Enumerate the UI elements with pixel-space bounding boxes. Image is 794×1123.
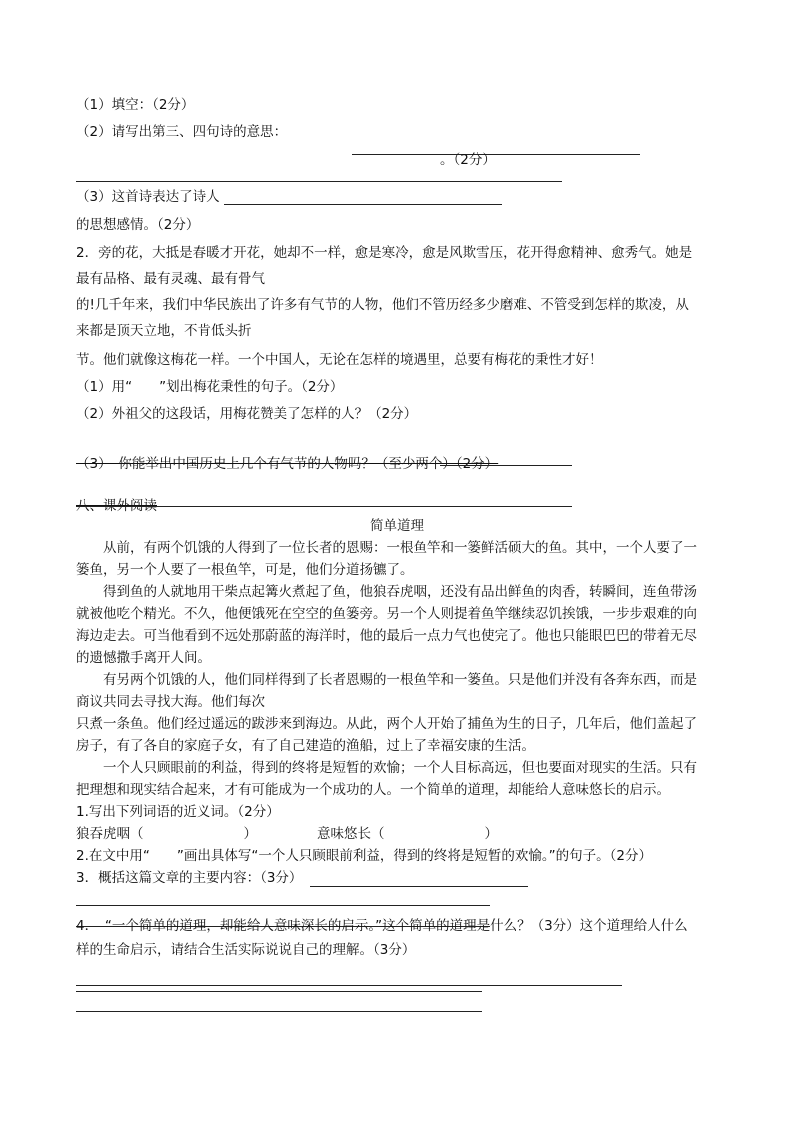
question-8-1: 1.写出下列词语的近义词。（2分） (76, 804, 280, 820)
passage-line: 海边走去。可当他看到不远处那蔚蓝的海洋时，他的最后一点力气也使完了。他也只能眼巴巴的带着无尽 (76, 628, 697, 644)
passage-line: 一个人只顾眼前的利益，得到的终将是短暂的欢愉；一个人目标高远，但也要面对现实的生活。只有 (76, 760, 697, 776)
question-8-4-cont: 样的生命启示，请结合生活实际说说自己的理解。（3分） (76, 942, 416, 958)
passage-line: 商议共同去寻找大海。他们每次 (76, 694, 265, 710)
passage-title: 简单道理 (370, 518, 424, 534)
answer-line (76, 905, 490, 906)
passage-2-line: 节。他们就像这梅花一样。一个中国人，无论在怎样的境遇里，总要有梅花的秉性才好！ (76, 352, 603, 368)
question-2-1: （1）用“ ”划出梅花秉性的句子。（2分） (76, 379, 344, 395)
passage-line: 的遗憾撒手离开人间。 (76, 650, 211, 666)
passage-2-line: 的!几千年来，我们中华民族出了许多有气节的人物，他们不管历经多少磨难、不管受到怎样的欺凌，从 (76, 297, 689, 313)
answer-line (76, 181, 562, 182)
question-7-2: （2）请写出第三、四句诗的意思： (76, 124, 288, 140)
question-2-2: （2）外祖父的这段话，用梅花赞美了怎样的人？（2分） (76, 406, 418, 422)
question-7-2-end: 。（2分） (440, 152, 496, 168)
synonym-word-2: 意味悠长（ (317, 826, 385, 842)
answer-line (76, 1011, 482, 1012)
synonym-close-2: ） (484, 826, 498, 842)
answer-line (352, 154, 640, 155)
passage-line: 房子，有了各自的家庭子女，有了自己建造的渔船，过上了幸福安康的生活。 (76, 738, 535, 754)
question-7-1: （1）填空：（2分） (76, 97, 195, 113)
question-8-3: 3．概括这篇文章的主要内容：（3分） (76, 870, 303, 886)
passage-line: 从前，有两个饥饿的人得到了一位长者的恩赐：一根鱼竿和一篓鲜活硕大的鱼。其中，一个人要了一 (76, 540, 697, 556)
question-7-3-tail: 的思想感情。（2分） (76, 217, 200, 233)
passage-2-line: 最有品格、最有灵魂、最有骨气 (76, 271, 265, 287)
answer-line (76, 506, 572, 507)
answer-line (76, 985, 622, 986)
passage-line: 把理想和现实结合起来，才有可能成为一个成功的人。一个简单的道理，却能给人意味悠长的启示。 (76, 782, 670, 798)
passage-2-line: 来都是顶天立地，不肯低头折 (76, 323, 252, 339)
answer-line (224, 204, 502, 205)
section-heading: 八、课外阅读 (76, 498, 157, 514)
passage-line: 得到鱼的人就地用干柴点起篝火煮起了鱼，他狼吞虎咽，还没有品出鲜鱼的肉香，转瞬间，连鱼带汤 (76, 584, 697, 600)
question-2-3: （3） 你能举出中国历史上几个有气节的人物吗？（至少两个）（2分） (76, 456, 499, 472)
answer-line (76, 991, 482, 992)
answer-line (310, 886, 528, 887)
passage-2-line: 2．旁的花，大抵是春暖才开花，她却不一样，愈是寒冷，愈是风欺雪压，花开得愈精神、愈秀气。她是 (76, 245, 693, 261)
question-7-3: （3）这首诗表达了诗人 (76, 189, 220, 205)
passage-line: 只煮一条鱼。他们经过遥远的跋涉来到海边。从此，两个人开始了捕鱼为生的日子，几年后，他们盖起了 (76, 716, 697, 732)
passage-line: 篓鱼，另一个人要了一根鱼竿，可是，他们分道扬镳了。 (76, 562, 414, 578)
question-8-4: 4． “一个简单的道理，却能给人意味深长的启示。”这个简单的道理是什么？（3分）这个道理给人什么 (76, 918, 688, 934)
answer-line (440, 465, 572, 466)
question-8-2: 2.在文中用“ ”画出具体写“一个人只顾眼前利益，得到的终将是短暂的欢愉。”的句子。（2分） (76, 848, 652, 864)
passage-line: 有另两个饥饿的人，他们同样得到了长者恩赐的一根鱼竿和一篓鱼。只是他们并没有各奔东西，而是 (76, 672, 697, 688)
synonym-row (76, 825, 498, 843)
synonym-word-1: 狼吞虎咽（ (76, 826, 144, 842)
synonym-close-1: ） (243, 826, 257, 842)
passage-line: 就被他吃个精光。不久，他便饿死在空空的鱼篓旁。另一个人则提着鱼竿继续忍饥挨饿，一步步艰难的向 (76, 606, 697, 622)
